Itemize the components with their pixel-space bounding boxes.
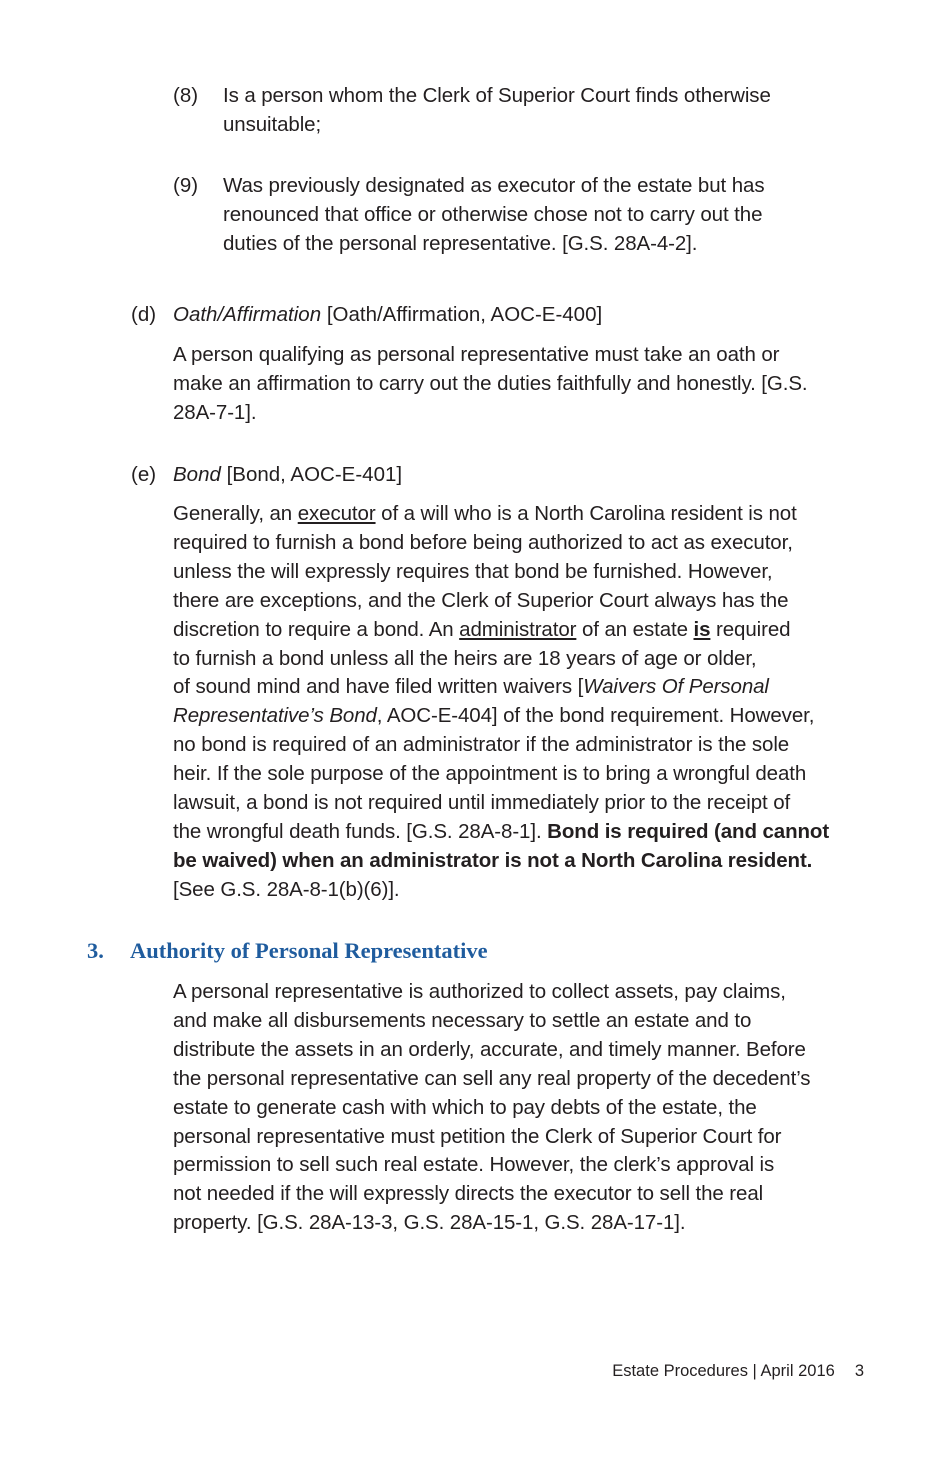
text-line: to furnish a bond unless all the heirs are 18 years of age or older, bbox=[173, 646, 757, 670]
section-3-number: 3. bbox=[87, 938, 104, 963]
text-line: 28A-7-1]. bbox=[173, 400, 257, 424]
page-footer bbox=[612, 1362, 864, 1381]
text-line: renounced that office or otherwise chose not to carry out the bbox=[223, 202, 763, 226]
text-line: of sound mind and have filed written waivers [Waivers Of Personal bbox=[173, 675, 769, 699]
list-number-8: (8) bbox=[173, 84, 199, 107]
text-line: Generally, an executor of a will who is a North Carolina resident is not bbox=[173, 502, 797, 525]
text-line: lawsuit, a bond is not required until immediately prior to the receipt of bbox=[173, 791, 791, 815]
section-d-body bbox=[173, 341, 808, 428]
text-line: heir. If the sole purpose of the appointment is to bring a wrongful death bbox=[173, 762, 807, 786]
section-e-form-ref: [Bond, AOC-E-401] bbox=[226, 463, 403, 486]
section-e-title: Bond bbox=[173, 463, 221, 486]
section-d-title: Oath/Affirmation bbox=[173, 303, 322, 326]
text-line: property. [G.S. 28A-13-3, G.S. 28A-15-1, G.S. 28A-17-1]. bbox=[173, 1211, 686, 1235]
text-line: there are exceptions, and the Clerk of Superior Court always has the bbox=[173, 588, 789, 612]
page-number: 3 bbox=[854, 1362, 864, 1380]
text-line: permission to sell such real estate. However, the clerk’s approval is bbox=[173, 1153, 775, 1177]
text-line: Is a person whom the Clerk of Superior Court finds otherwise bbox=[223, 84, 771, 107]
text-line: not needed if the will expressly directs the executor to sell the real bbox=[173, 1182, 764, 1206]
text-line: A personal representative is authorized to collect assets, pay claims, bbox=[173, 980, 786, 1003]
text-line: Representative’s Bond, AOC-E-404] of the bond requirement. However, bbox=[173, 704, 815, 728]
text-line: distribute the assets in an orderly, accurate, and timely manner. Before bbox=[173, 1037, 806, 1061]
text-line: estate to generate cash with which to pay debts of the estate, the bbox=[173, 1095, 757, 1119]
text-line: make an affirmation to carry out the duties faithfully and honestly. [G.S. bbox=[173, 371, 808, 395]
text-line: required to furnish a bond before being authorized to act as executor, bbox=[173, 530, 793, 554]
text-line: discretion to require a bond. An administrator of an estate is required bbox=[173, 617, 791, 641]
text-line: duties of the personal representative. [G.S. 28A-4-2]. bbox=[223, 231, 698, 255]
text-line: be waived) when an administrator is not a North Carolina resident. bbox=[173, 848, 813, 872]
section-3-title: Authority of Personal Representative bbox=[130, 938, 488, 963]
list-number-9: (9) bbox=[173, 174, 199, 197]
text-line: [See G.S. 28A-8-1(b)(6)]. bbox=[173, 877, 400, 901]
text-line: unsuitable; bbox=[223, 112, 322, 136]
list-item-8 bbox=[223, 82, 771, 140]
text-line: personal representative must petition the Clerk of Superior Court for bbox=[173, 1124, 782, 1148]
text-line: the personal representative can sell any real property of the decedent’s bbox=[173, 1066, 811, 1090]
list-item-9 bbox=[223, 172, 764, 259]
section-d-label: (d) bbox=[131, 303, 157, 326]
text-line: unless the will expressly requires that bond be furnished. However, bbox=[173, 559, 773, 583]
text-line: A person qualifying as personal representative must take an oath or bbox=[173, 343, 780, 366]
section-e-label: (e) bbox=[131, 463, 157, 486]
text-line: the wrongful death funds. [G.S. 28A-8-1]. Bond is required (and cannot bbox=[173, 819, 830, 843]
text-line: no bond is required of an administrator if the administrator is the sole bbox=[173, 733, 790, 757]
text-line: and make all disbursements necessary to settle an estate and to bbox=[173, 1008, 752, 1032]
footer-text: Estate Procedures | April 2016 bbox=[612, 1362, 835, 1380]
section-d-heading bbox=[173, 301, 602, 330]
section-3-body bbox=[173, 978, 810, 1238]
section-d-form-ref: [Oath/Affirmation, AOC-E-400] bbox=[326, 303, 603, 326]
text-line: Was previously designated as executor of the estate but has bbox=[223, 174, 765, 197]
section-e-heading bbox=[173, 461, 402, 490]
section-e-body bbox=[173, 500, 873, 905]
